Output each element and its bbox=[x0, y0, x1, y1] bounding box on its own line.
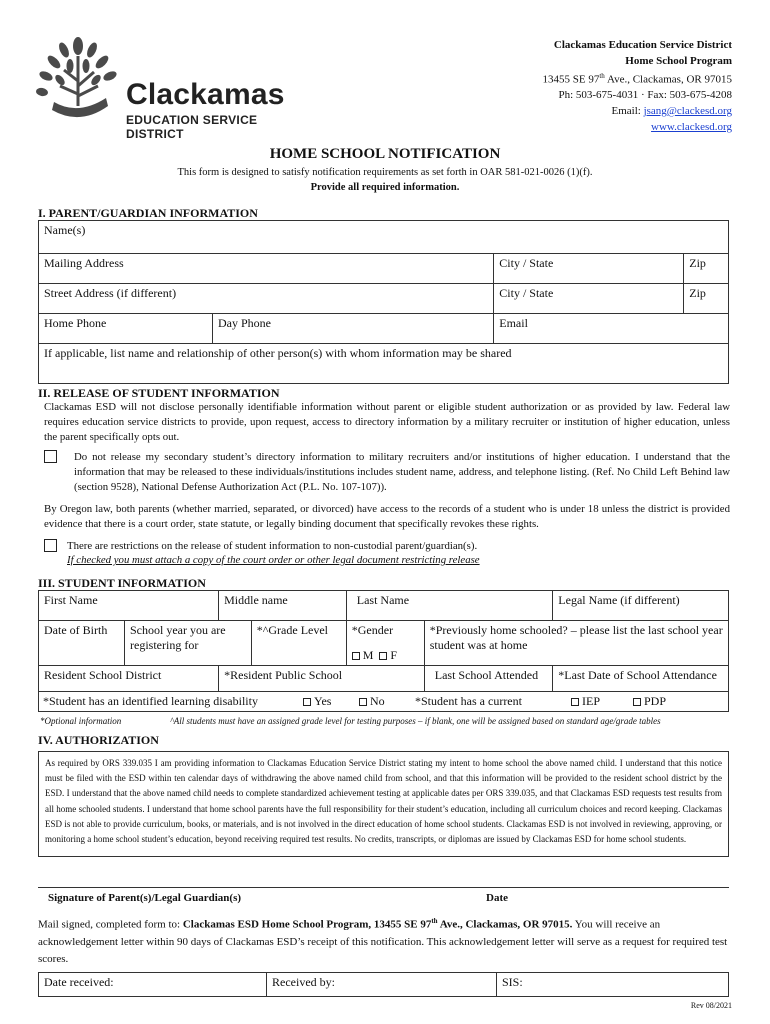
phone-fax: Ph: 503-675-4031 · Fax: 503-675-4208 bbox=[558, 89, 732, 102]
page-title: HOME SCHOOL NOTIFICATION bbox=[269, 146, 501, 162]
contact-block bbox=[543, 38, 733, 135]
school-year-field[interactable]: School year you are registering for bbox=[125, 621, 252, 666]
city-state-field[interactable]: City / State bbox=[494, 254, 684, 284]
org-name: Clackamas Education Service District bbox=[553, 39, 732, 51]
section4-heading: IV. AUTHORIZATION bbox=[38, 733, 159, 747]
section1-heading: I. PARENT/GUARDIAN INFORMATION bbox=[38, 206, 258, 220]
website-link[interactable]: www.clackesd.org bbox=[651, 120, 732, 133]
email-label: Email: bbox=[611, 105, 644, 118]
pdp-option[interactable] bbox=[633, 694, 666, 709]
iep-checkbox[interactable] bbox=[571, 698, 579, 706]
mail-address-pre: Clackamas ESD Home School Program, 13455 SE 97 bbox=[182, 918, 432, 931]
previously-home-schooled-field[interactable]: *Previously home schooled? – please list the last school year student was at home bbox=[424, 621, 728, 666]
grade-level-field[interactable]: *^Grade Level bbox=[251, 621, 346, 666]
iep-label: IEP bbox=[582, 694, 600, 708]
mail-instructions bbox=[38, 913, 733, 968]
office-use-table bbox=[38, 972, 729, 997]
logo-subtitle: EDUCATION SERVICE DISTRICT bbox=[126, 113, 258, 141]
gender-field[interactable] bbox=[346, 621, 424, 666]
date-label: Date bbox=[486, 892, 508, 904]
authorization-text: As required by ORS 339.035 I am providing information to Clackamas Education Service District stating my intent to home school the above named child. I understand that this notice must be filed with the ESD within ten calendar days of withdrawing the above named child from school, and that this information will be provided to the resident school district by the ESD. I understand that the above named child needs to complete standardized achievement testing at applicable dates per ORS 339.035, and that Clackamas ESD requests test results from all home schooled students. I understand that home school parents have the full responsibility for their student’s education, including all curriculum choices and record keeping. Clackamas ESD is not able to provide curriculum, books, or materials, and is not involved in the direct education of home school students. Clackamas ESD is not involved in reviewing, approving, or monitoring a home school student’s education, beyond receiving required test results. No credits, transcripts, or diplomas are issued by Clackamas ESD for home school students. bbox=[38, 751, 729, 857]
gender-m-checkbox[interactable] bbox=[352, 652, 360, 660]
pdp-checkbox[interactable] bbox=[633, 698, 641, 706]
restrictions-text: There are restrictions on the release of student information to non-custodial parent/guardian(s). bbox=[67, 540, 478, 552]
restrictions-note: If checked you must attach a copy of the court order or other legal document restricting release bbox=[67, 554, 480, 566]
gender-label: *Gender bbox=[351, 623, 394, 637]
clackamas-esd-logo bbox=[34, 36, 296, 141]
student-info-table bbox=[38, 590, 729, 712]
form-purpose: This form is designed to satisfy notification requirements as set forth in OAR 581-021-0026 (1)(f). bbox=[177, 167, 593, 178]
current-label: *Student has a current bbox=[415, 694, 522, 708]
legal-name-field[interactable]: Legal Name (if different) bbox=[553, 591, 729, 621]
disability-label: *Student has an identified learning disability bbox=[43, 694, 258, 708]
city-state-2-field[interactable]: City / State bbox=[494, 284, 684, 314]
opt-out-text: Do not release my secondary student’s directory information to military recruiters and/or institutions of higher education. I understand that the information that may be released to these individuals/institutions includes student name, address, and telephone listing. (Ref. No Child Left Behind law (section 9528), National Defense Authorization Act (P.L. No. 107-107)). bbox=[74, 451, 730, 493]
section3-heading: III. STUDENT INFORMATION bbox=[38, 576, 206, 590]
date-received-field[interactable]: Date received: bbox=[39, 973, 267, 997]
address-sup: th bbox=[599, 72, 605, 81]
day-phone-field[interactable]: Day Phone bbox=[213, 314, 494, 344]
email-line bbox=[543, 104, 733, 120]
optional-note: *Optional information bbox=[40, 716, 122, 726]
logo-name: Clackamas bbox=[126, 78, 285, 111]
tree-hand-icon bbox=[34, 36, 124, 130]
section2-heading: II. RELEASE OF STUDENT INFORMATION bbox=[38, 386, 280, 400]
release-paragraph: Clackamas ESD will not disclose personally identifiable information without parent or eligible student authorization or as provided by law. Federal law requires education service districts to provide, upon request, access to directory information by a military recruiter or institution of higher education, unless the parent specifically opts out. bbox=[44, 401, 730, 443]
mail-post: You will receive an acknowledgement letter within 90 days of Clackamas ESD’s receipt of this notification. This acknowledgement letter will serve as a request for required test scores. bbox=[38, 918, 728, 965]
sis-field[interactable]: SIS: bbox=[497, 973, 729, 997]
parent-access-paragraph: By Oregon law, both parents (whether married, separated, or divorced) have access to the records of a student who is under 18 unless the district is provided evidence that there is a court order, state statute, or legally binding document that specifically revokes these rights. bbox=[44, 503, 730, 530]
gender-m-label: M bbox=[362, 648, 374, 662]
other-persons-field[interactable]: If applicable, list name and relationship of other person(s) with whom information may be shared bbox=[39, 344, 729, 384]
names-field[interactable]: Name(s) bbox=[39, 221, 729, 254]
yes-checkbox[interactable] bbox=[303, 698, 311, 706]
last-date-field[interactable]: *Last Date of School Attendance bbox=[553, 666, 729, 692]
signature-line[interactable] bbox=[38, 887, 729, 888]
restrictions-checkbox[interactable] bbox=[44, 539, 57, 552]
no-checkbox[interactable] bbox=[359, 698, 367, 706]
resident-school-field[interactable]: *Resident Public School bbox=[219, 666, 425, 692]
resident-district-field[interactable]: Resident School District bbox=[39, 666, 219, 692]
email-field[interactable]: Email bbox=[494, 314, 729, 344]
disability-row bbox=[39, 692, 729, 712]
disability-no[interactable] bbox=[359, 694, 385, 709]
disability-yes[interactable] bbox=[303, 694, 331, 709]
gender-f-checkbox[interactable] bbox=[379, 652, 387, 660]
gender-f-label: F bbox=[390, 648, 398, 662]
mail-address-post: Ave., Clackamas, OR 97015. bbox=[437, 918, 573, 931]
address-post: Ave., Clackamas, OR 97015 bbox=[604, 73, 732, 86]
yes-label: Yes bbox=[314, 694, 332, 708]
no-label: No bbox=[370, 694, 385, 708]
dob-field[interactable]: Date of Birth bbox=[39, 621, 125, 666]
signature-label: Signature of Parent(s)/Legal Guardian(s) bbox=[48, 892, 242, 904]
grade-note: ^All students must have an assigned grade level for testing purposes – if blank, one will be assigned based on standard age/grade tables bbox=[170, 716, 661, 726]
address-pre: 13455 SE 97 bbox=[542, 73, 600, 86]
mailing-address-field[interactable]: Mailing Address bbox=[39, 254, 494, 284]
zip-2-field[interactable]: Zip bbox=[684, 284, 729, 314]
received-by-field[interactable]: Received by: bbox=[267, 973, 497, 997]
mail-pre: Mail signed, completed form to: bbox=[38, 918, 183, 931]
mail-address-sup: th bbox=[431, 917, 438, 925]
first-name-field[interactable]: First Name bbox=[39, 591, 219, 621]
zip-field[interactable]: Zip bbox=[684, 254, 729, 284]
pdp-label: PDP bbox=[644, 694, 667, 708]
program-name: Home School Program bbox=[625, 54, 732, 67]
last-name-field[interactable]: Last Name bbox=[346, 591, 553, 621]
form-instruction: Provide all required information. bbox=[310, 182, 460, 193]
parent-info-table bbox=[38, 220, 729, 384]
opt-out-checkbox[interactable] bbox=[44, 450, 57, 463]
middle-name-field[interactable]: Middle name bbox=[219, 591, 347, 621]
street-address-field[interactable]: Street Address (if different) bbox=[39, 284, 494, 314]
home-phone-field[interactable]: Home Phone bbox=[39, 314, 213, 344]
email-link[interactable]: jsang@clackesd.org bbox=[643, 105, 732, 118]
last-school-field[interactable]: Last School Attended bbox=[424, 666, 553, 692]
revision-date: Rev 08/2021 bbox=[690, 1001, 732, 1010]
iep-option[interactable] bbox=[571, 694, 600, 709]
address bbox=[543, 69, 733, 88]
